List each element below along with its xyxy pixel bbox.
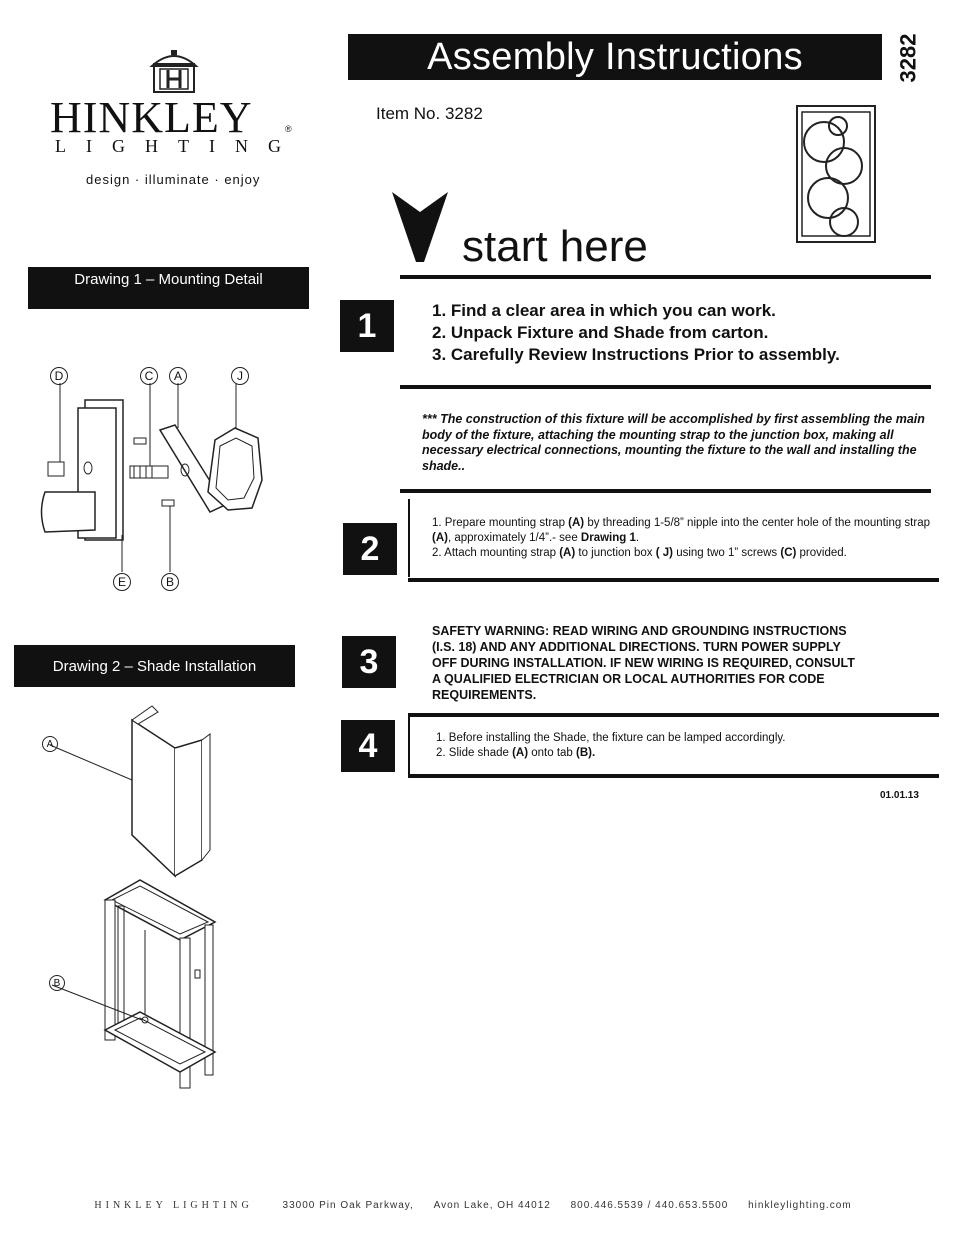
divider xyxy=(400,275,931,279)
step-1-item: 2. Unpack Fixture and Shade from carton. xyxy=(432,323,769,342)
part-label-j: J xyxy=(231,367,249,385)
shade-installation-drawing xyxy=(40,700,260,1090)
divider xyxy=(400,489,931,493)
step-2-text xyxy=(432,516,932,561)
side-item-number: 3282 xyxy=(895,33,921,83)
frame-label-b: B xyxy=(49,975,65,991)
part-label-b: B xyxy=(161,573,179,591)
step-3-number: 3 xyxy=(342,636,396,688)
step-1-item: 3. Carefully Review Instructions Prior to assembly. xyxy=(432,345,840,364)
step-2-line-2: 2. Attach mounting strap (A) to junction box ( J) using two 1” screws (C) provided. xyxy=(432,547,847,559)
step-1-item: 1. Find a clear area in which you can work. xyxy=(432,301,776,320)
registered-mark: ® xyxy=(285,124,292,134)
footer-brand: HINKLEY LIGHTING xyxy=(94,1200,253,1211)
divider xyxy=(408,713,939,717)
footer xyxy=(0,1200,954,1211)
step-2-bracket xyxy=(408,499,410,577)
footer-website[interactable]: hinkleylighting.com xyxy=(748,1200,852,1211)
fixture-thumbnail xyxy=(794,104,878,244)
step-1-number: 1 xyxy=(340,300,394,352)
brand-name: HINKLEY xyxy=(50,93,253,142)
step-4-bracket xyxy=(408,717,410,775)
divider xyxy=(400,385,931,389)
drawing-2-label: Drawing 2 – Shade Installation xyxy=(14,645,295,687)
step-4-text xyxy=(436,731,916,761)
intro-note: *** The construction of this fixture will be accomplished by first assembling the main body of the fixture, attaching the mounting strap to the junction box, making all necessary electrical connections, mounting the fixture to the wall and installing the shade.. xyxy=(422,412,925,474)
step-1-list xyxy=(432,300,840,366)
part-label-a: A xyxy=(169,367,187,385)
page-title: Assembly Instructions xyxy=(348,34,882,80)
part-label-d: D xyxy=(50,367,68,385)
start-here-heading: start here xyxy=(462,222,648,271)
part-label-c: C xyxy=(140,367,158,385)
brand-tagline: design · illuminate · enjoy xyxy=(86,172,261,187)
footer-phone: 800.446.5539 / 440.653.5500 xyxy=(570,1200,729,1211)
part-label-e: E xyxy=(113,573,131,591)
lantern-logo-icon xyxy=(144,44,204,94)
shade-label-a: A xyxy=(42,736,58,752)
step-4-line-2: 2. Slide shade (A) onto tab (B). xyxy=(436,747,596,759)
divider xyxy=(408,578,939,582)
start-arrow-icon xyxy=(390,190,450,264)
footer-city: Avon Lake, OH 44012 xyxy=(433,1200,551,1211)
mounting-detail-drawing xyxy=(30,380,270,580)
step-2-line-1: 1. Prepare mounting strap (A) by threading 1-5/8” nipple into the center hole of the mounting strap (A), approximately 1/4”.- see Drawing 1. xyxy=(432,517,930,544)
revision-date: 01.01.13 xyxy=(880,790,919,801)
step-2-number: 2 xyxy=(343,523,397,575)
brand-subtitle: LIGHTING xyxy=(55,136,301,156)
footer-address: 33000 Pin Oak Parkway, xyxy=(282,1200,414,1211)
divider xyxy=(408,774,939,778)
step-4-line-1: 1. Before installing the Shade, the fixture can be lamped accordingly. xyxy=(436,732,786,744)
drawing-1-label: Drawing 1 – Mounting Detail xyxy=(28,267,309,309)
safety-warning: SAFETY WARNING: READ WIRING AND GROUNDING INSTRUCTIONS (I.S. 18) AND ANY ADDITIONAL DIRECTIONS. TURN POWER SUPPLY OFF DURING INSTALLATION. IF NEW WIRING IS REQUIRED, CONSULT A QUALIFIED ELECTRICIAN OR LOCAL AUTHORITIES FOR CODE REQUIREMENTS. xyxy=(432,624,855,702)
step-4-number: 4 xyxy=(341,720,395,772)
item-number: Item No. 3282 xyxy=(376,104,483,123)
